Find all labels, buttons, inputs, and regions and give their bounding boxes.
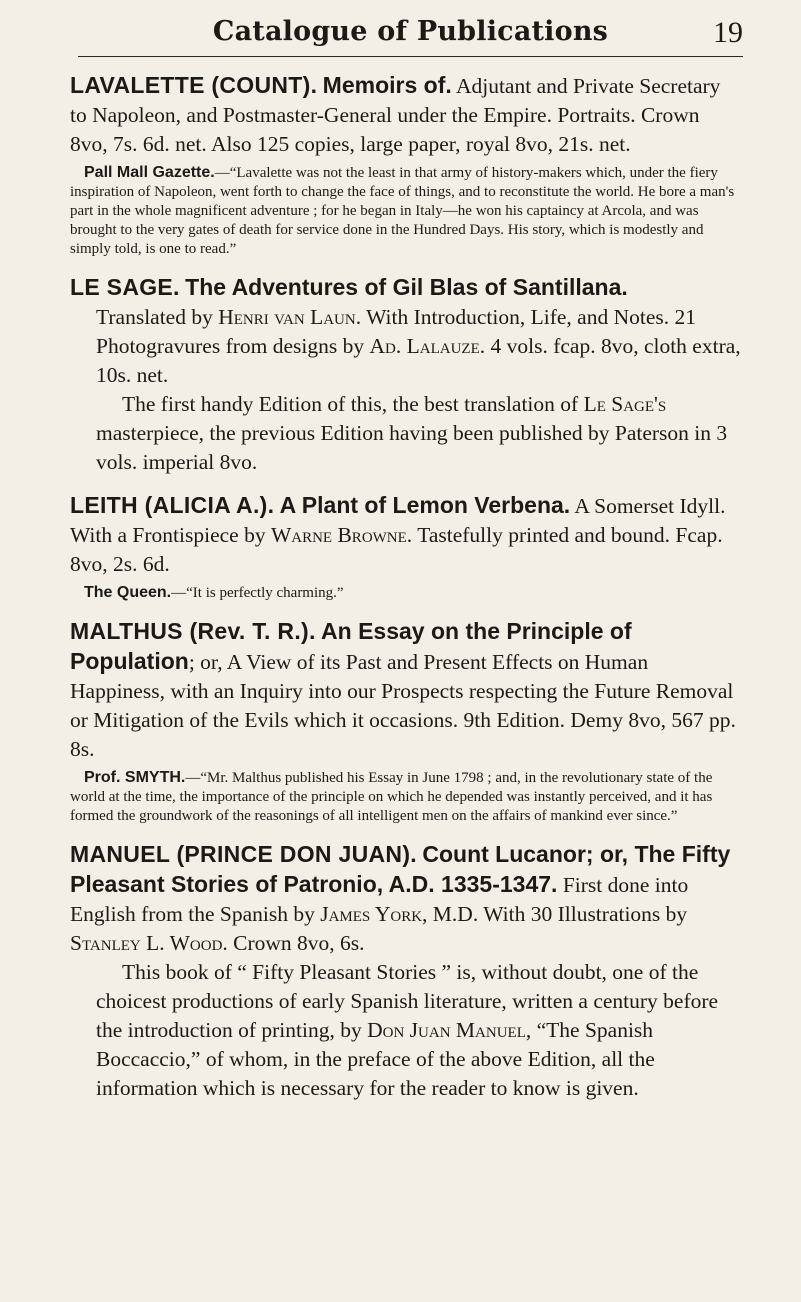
entry-description: A Somerset Idyll. With a Frontispiece by: [70, 494, 726, 547]
entry-author: MANUEL (PRINCE DON JUAN).: [70, 841, 417, 867]
entry-description: Tastefully printed and bound. Fcap. 8vo, 2s. 6d.: [70, 523, 723, 576]
entry-note: “The Spanish Boccaccio,” of whom, in the preface of the above Edition, all the information which is necessary for the reader to know is given.: [96, 1018, 655, 1100]
entry-title: The Adventures of Gil Blas of Santillana.: [185, 274, 628, 300]
translator-name: Henri van Laun.: [218, 305, 362, 329]
illustrator-name: Ad. Lalauze.: [369, 334, 486, 358]
review-text: —“It is perfectly charming.”: [171, 585, 344, 601]
entry-title: A Plant of Lemon Verbena.: [279, 492, 571, 518]
entry-heading: [70, 491, 741, 579]
entry-title: Count Lucanor; or, The Fifty Pleasant Stories of Patronio, A.D. 1335-1347.: [70, 841, 731, 897]
entry-description: ; or, A View of its Past and Present Effects on Human Happiness, with an Inquiry into our Prospects respecting the Future Removal or Mitigation of the Evils which it occasions. 9th Edition. Demy 8vo, 567 pp. 8s.: [70, 650, 736, 761]
page-number: 19: [713, 16, 743, 49]
note-name: Don Juan Manuel,: [367, 1018, 532, 1042]
entry-author: LAVALETTE (COUNT).: [70, 72, 318, 98]
review-quote: [70, 163, 741, 259]
review-source: The Queen.: [84, 584, 172, 601]
page-header: [78, 16, 743, 57]
review-text: —“Mr. Malthus published his Essay in June 1798 ; and, in the revolutionary state of the world at the time, the importance of the principle on which he depended was instantly perceived, and it has formed the groundwork of the reasonings of all intelligent men on the affairs of mankind ever since.”: [70, 770, 713, 824]
entry-description: With Introduction, Life, and Notes. 21 Photogravures from designs by: [96, 305, 697, 358]
running-title: Catalogue of Publications: [212, 16, 609, 47]
review-text: —“Lavalette was not the least in that army of history-makers which, under the fiery inspiration of Napoleon, went forth to change the face of things, and to reconstitute the world. He bore a man's part in the whole magnificent adventure ; for he began in Italy—he won his captaincy at Arcola, and was brought to the very gates of death for service done in the Hundred Days. His story, which is modestly and simply told, is one to read.”: [70, 165, 735, 257]
entry-description: First done into English from the Spanish by: [70, 873, 689, 926]
entry-note: The first handy Edition of this, the best translation of: [122, 392, 579, 416]
catalogue-entry: [70, 273, 741, 477]
entry-heading: [70, 71, 741, 159]
entry-note: This book of “ Fifty Pleasant Stories ” is, without doubt, one of the choicest productions of early Spanish literature, written a century before the introduction of printing, by: [96, 960, 719, 1042]
catalogue-entry: [70, 71, 741, 259]
entry-description: Translated by: [96, 305, 213, 329]
entry-author: MALTHUS (Rev. T. R.).: [70, 618, 316, 644]
entry-heading: [70, 617, 741, 764]
entry-title: An Essay on the Principle of Population: [70, 618, 632, 674]
illustrator-name: Warne Browne.: [270, 523, 413, 547]
review-source: Pall Mall Gazette.: [84, 164, 215, 181]
catalogue-entry: [70, 617, 741, 826]
illustrator-name: Stanley L. Wood.: [70, 931, 228, 955]
catalogue-entry: [70, 840, 741, 1103]
note-name: Le Sage's: [583, 392, 667, 416]
entry-description: With 30 Illustrations by: [483, 902, 688, 926]
entry-description: Adjutant and Private Secretary to Napoleon, and Postmaster-General under the Empire. Portraits. Crown 8vo, 7s. 6d. net. Also 125 copies, large paper, royal 8vo, 21s. net.: [70, 74, 721, 156]
entry-author: LE SAGE.: [70, 274, 180, 300]
entry-description: 4 vols. fcap. 8vo, cloth extra, 10s. net.: [96, 334, 741, 387]
entry-title: Memoirs of.: [322, 72, 452, 98]
translator-name: James York, M.D.: [320, 902, 479, 926]
review-quote: [70, 768, 741, 826]
entry-note: masterpiece, the previous Edition having been published by Paterson in 3 vols. imperial 8vo.: [96, 421, 728, 474]
entry-heading: [70, 273, 741, 477]
review-quote: [70, 583, 741, 603]
review-source: Prof. SMYTH.: [84, 769, 186, 786]
catalogue-entry: [70, 491, 741, 603]
entry-heading: [70, 840, 741, 1103]
entry-author: LEITH (ALICIA A.).: [70, 492, 275, 518]
entry-description: Crown 8vo, 6s.: [233, 931, 365, 955]
